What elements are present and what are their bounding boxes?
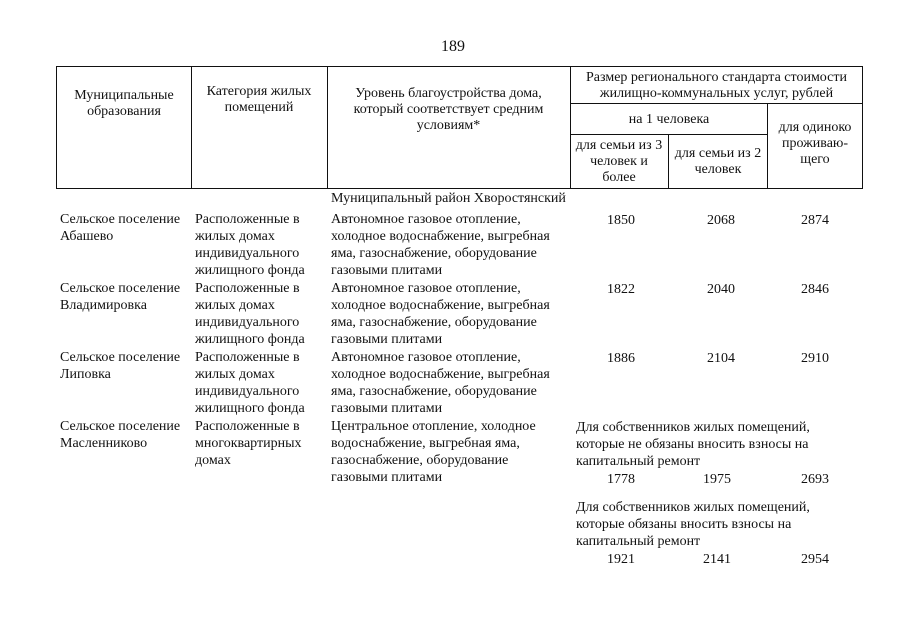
- row-municipality: Сельское поселение Владимировка: [60, 281, 181, 313]
- row-municipality: Сельское поселение Липовка: [60, 350, 181, 382]
- row-amenities: Центральное отопление, холодное водоснабжение, выгребная яма, газоснабжение, оборудование газовыми плитами: [331, 419, 536, 485]
- row-amenities: Автономное газовое отопление, холодное водоснабжение, выгребная яма, газоснабжение, оборудование газовыми плитами: [331, 281, 550, 347]
- row-value-family-2: 2141: [703, 552, 731, 567]
- row-value-family-3: 1850: [607, 213, 635, 228]
- page-number: 189: [441, 38, 465, 55]
- owner-note-with-capital-repair: Для собственников жилых помещений, которые обязаны вносить взносы на капитальный ремонт: [576, 500, 810, 549]
- row-amenities: Автономное газовое отопление, холодное водоснабжение, выгребная яма, газоснабжение, оборудование газовыми плитами: [331, 212, 550, 278]
- row-category: Расположенные в жилых домах индивидуального жилищного фонда: [195, 281, 305, 347]
- table-right-border: [862, 66, 863, 188]
- header-category: Категория жилых помещений: [206, 84, 312, 115]
- row-value-family-3: 1921: [607, 552, 635, 567]
- row-value-family-3: 1778: [607, 472, 635, 487]
- row-value-single: 2910: [801, 351, 829, 366]
- header-amenities: Уровень благоустройства дома, который соответствует средним условиям*: [353, 86, 544, 133]
- header-family-3: для семьи из 3 человек и более: [575, 138, 663, 185]
- row-municipality: Сельское поселение Абашево: [60, 212, 181, 244]
- header-per-person: на 1 человека: [628, 112, 710, 127]
- row-category: Расположенные в многоквартирных домах: [195, 419, 302, 468]
- col-divider-5: [767, 103, 768, 188]
- row-value-single: 2846: [801, 282, 829, 297]
- col-divider-4: [668, 134, 669, 188]
- header-municipality: Муниципальные образования: [74, 88, 174, 119]
- col-divider-3: [570, 66, 571, 188]
- header-standard: Размер регионального стандарта стоимости жилищно-коммунальных услуг, рублей: [586, 70, 847, 101]
- row-value-family-3: 1822: [607, 282, 635, 297]
- table-header-bottom-border: [56, 188, 863, 189]
- header-single: для одиноко проживаю-щего: [778, 120, 852, 167]
- row-value-family-3: 1886: [607, 351, 635, 366]
- row-value-single: 2874: [801, 213, 829, 228]
- col-divider-1: [191, 66, 192, 188]
- row-value-family-2: 2068: [707, 213, 735, 228]
- row-value-family-2: 2104: [707, 351, 735, 366]
- row-category: Расположенные в жилых домах индивидуального жилищного фонда: [195, 212, 305, 278]
- row-amenities: Автономное газовое отопление, холодное водоснабжение, выгребная яма, газоснабжение, оборудование газовыми плитами: [331, 350, 550, 416]
- section-title: Муниципальный район Хворостянский: [331, 191, 566, 206]
- row-value-family-2: 2040: [707, 282, 735, 297]
- row-municipality: Сельское поселение Масленниково: [60, 419, 181, 451]
- row-value-single: 2954: [801, 552, 829, 567]
- row-category: Расположенные в жилых домах индивидуального жилищного фонда: [195, 350, 305, 416]
- row-value-family-2: 1975: [703, 472, 731, 487]
- table-left-border: [56, 66, 57, 188]
- standard-subheader-border: [570, 103, 863, 104]
- header-family-2: для семьи из 2 человек: [674, 146, 762, 177]
- row-value-single: 2693: [801, 472, 829, 487]
- col-divider-2: [327, 66, 328, 188]
- table-top-border: [56, 66, 863, 67]
- owner-note-no-capital-repair: Для собственников жилых помещений, которые не обязаны вносить взносы на капитальный ремонт: [576, 420, 810, 469]
